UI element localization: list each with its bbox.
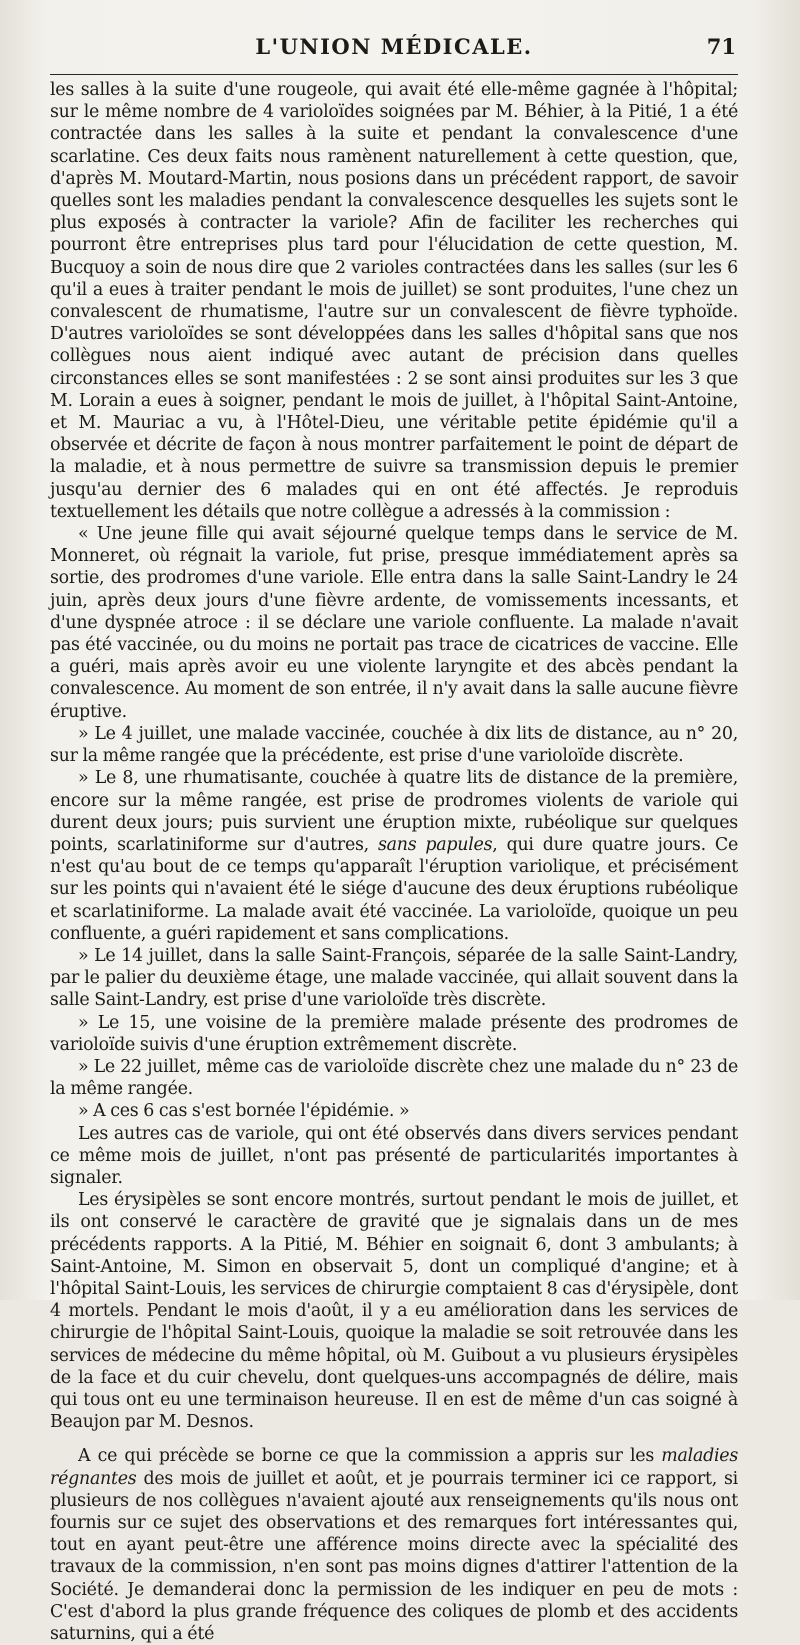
paragraph-conclusion-italic: maladies régnantes: [50, 1446, 738, 1489]
page-number: 71: [706, 34, 736, 59]
paragraph-conclusion: [50, 1445, 738, 1645]
page-header: [50, 30, 738, 75]
paragraph-conclusion-start: A ce qui précède se borne ce que la commission a appris sur les: [78, 1446, 662, 1467]
body-text: [50, 75, 738, 1645]
paragraph-14-juillet: » Le 14 juillet, dans la salle Saint-François, séparée de la salle Saint-Landry, par le palier du deuxième étage, une malade vaccinée, qui allait souvent dans la salle Saint-Landry, est prise d'une varioloïde très discrète.: [50, 945, 738, 1011]
paragraph-le-15: » Le 15, une voisine de la première malade présente des prodromes de varioloïde suivis d'une éruption extrêmement discrète.: [50, 1012, 738, 1055]
paragraph-autres-cas: Les autres cas de variole, qui ont été observés dans divers services pendant ce même mois de juillet, n'ont pas présenté de particularités importantes à signaler.: [50, 1123, 738, 1188]
paragraph-le-8: [50, 767, 738, 945]
running-head: L'UNION MÉDICALE.: [255, 34, 533, 59]
paragraph-jeune-fille: « Une jeune fille qui avait séjourné quelque temps dans le service de M. Monneret, où régnait la variole, fut prise, presque immédiatement après sa sortie, des prodromes d'une variole. Elle entra dans la salle Saint-Landry le 24 juin, après deux jours d'une fièvre ardente, de vomissements incessants, et d'une dyspnée atroce : il se déclare une variole confluente. La malade n'avait pas été vaccinée, ou du moins ne portait pas trace de cicatrices de vaccine. Elle a guéri, mais après avoir eu une violente laryngite et des abcès pendant la convalescence. Au moment de son entrée, il n'y avait dans la salle aucune fièvre éruptive.: [50, 524, 738, 722]
paragraph-le-8-italic: sans papules: [377, 834, 493, 855]
paragraph-4-juillet: » Le 4 juillet, une malade vaccinée, couchée à dix lits de distance, au n° 20, sur la même rangée que la précédente, est prise d'une varioloïde discrète.: [50, 723, 738, 767]
paragraph-six-cas: » A ces 6 cas s'est bornée l'épidémie. »: [78, 1101, 410, 1122]
paragraph-22-juillet: » Le 22 juillet, même cas de varioloïde discrète chez une malade du n° 23 de la même rangée.: [50, 1056, 738, 1100]
paragraph-conclusion-end: des mois de juillet et août, et je pourrais terminer ici ce rapport, si plusieurs de nos collègues n'avaient ajouté aux renseignements qu'ils nous ont fournis sur ce sujet des observations et des remarques fort intéressantes qui, tout en ayant peut-être une afférence moins directe avec la spécialité des travaux de la commission, n'en sont pas moins dignes d'attirer l'attention de la Société. Je demanderai donc la permission de les indiquer en peu de mots : C'est d'abord la plus grande fréquence des coliques de plomb et des accidents saturnins, qui a été: [50, 1468, 738, 1645]
paragraph-variole-salles: les salles à la suite d'une rougeole, qui avait été elle-même gagnée à l'hôpital; sur le même nombre de 4 varioloïdes soignées par M. Béhier, à la Pitié, 1 a été contractée dans les salles à la suite et pendant la convalescence d'une scarlatine. Ces deux faits nous ramènent naturellement à cette question, que, d'après M. Moutard-Martin, nous posions dans un précédent rapport, de savoir quelles sont les maladies pendant la convalescence desquelles les sujets sont le plus exposés à contracter la variole? Afin de faciliter les recherches qui pourront être entreprises plus tard pour l'élucidation de cette question, M. Bucquoy a soin de nous dire que 2 varioles contractées dans les salles (sur les 6 qu'il a eues à traiter pendant le mois de juillet) se sont produites, l'une chez un convalescent de rhumatisme, l'autre sur un convalescent de fièvre typhoïde. D'autres varioloïdes se sont développées dans les salles d'hôpital sans que nos collègues nous aient indiqué avec autant de précision dans quelles circonstances elles se sont manifestées : 2 se sont ainsi produites sur les 3 que M. Lorain a eues à soigner, pendant le mois de juillet, à l'hôpital Saint-Antoine, et M. Mauriac a vu, à l'Hôtel-Dieu, une véritable petite épidémie qu'il a observée et décrite de façon à nous montrer parfaitement le point de départ de la maladie, et à nous permettre de suivre sa transmission depuis le premier jusqu'au dernier des 6 malades qui en ont été affectés. Je reproduis textuellement les détails que notre collègue a adressés à la commission :: [50, 80, 738, 522]
paragraph-le-8-end: , qui dure quatre jours. Ce n'est qu'au bout de ce temps qu'apparaît l'éruption variolique, et précisément sur les points qui n'avaient été le siége d'aucune des deux éruptions rubéolique et scarlatiniforme. La malade avait été vaccinée. La varioloïde, quoique un peu confluente, a guéri rapidement et sans complications.: [50, 834, 738, 944]
paragraph-erysipeles: Les érysipèles se sont encore montrés, surtout pendant le mois de juillet, et ils ont conservé le caractère de gravité que je signalais dans un de mes précédents rapports. A la Pitié, M. Béhier en soignait 6, dont 3 ambulants; à Saint-Antoine, M. Simon en observait 5, dont un compliqué d'angine; et à l'hôpital Saint-Louis, les services de chirurgie comptaient 8 cas d'érysipèle, dont 4 mortels. Pendant le mois d'août, il y a eu amélioration dans les services de chirurgie de l'hôpital Saint-Louis, quoique la maladie se soit retrouvée dans les services de médecine du même hôpital, où M. Guibout a vu plusieurs érysipèles de la face et du cuir chevelu, dont quelques-uns accompagnés de délire, mais qui tous ont eu une terminaison heureuse. Il en est de même d'un cas soigné à Beaujon par M. Desnos.: [50, 1190, 738, 1433]
paragraph-le-8-start: » Le 8, une rhumatisante, couchée à quatre lits de distance de la première, encore sur la même rangée, est prise de prodromes violents de variole qui durent deux jours; puis survient une éruption mixte, rubéolique sur quelques points, scarlatiniforme sur d'autres,: [50, 768, 738, 855]
